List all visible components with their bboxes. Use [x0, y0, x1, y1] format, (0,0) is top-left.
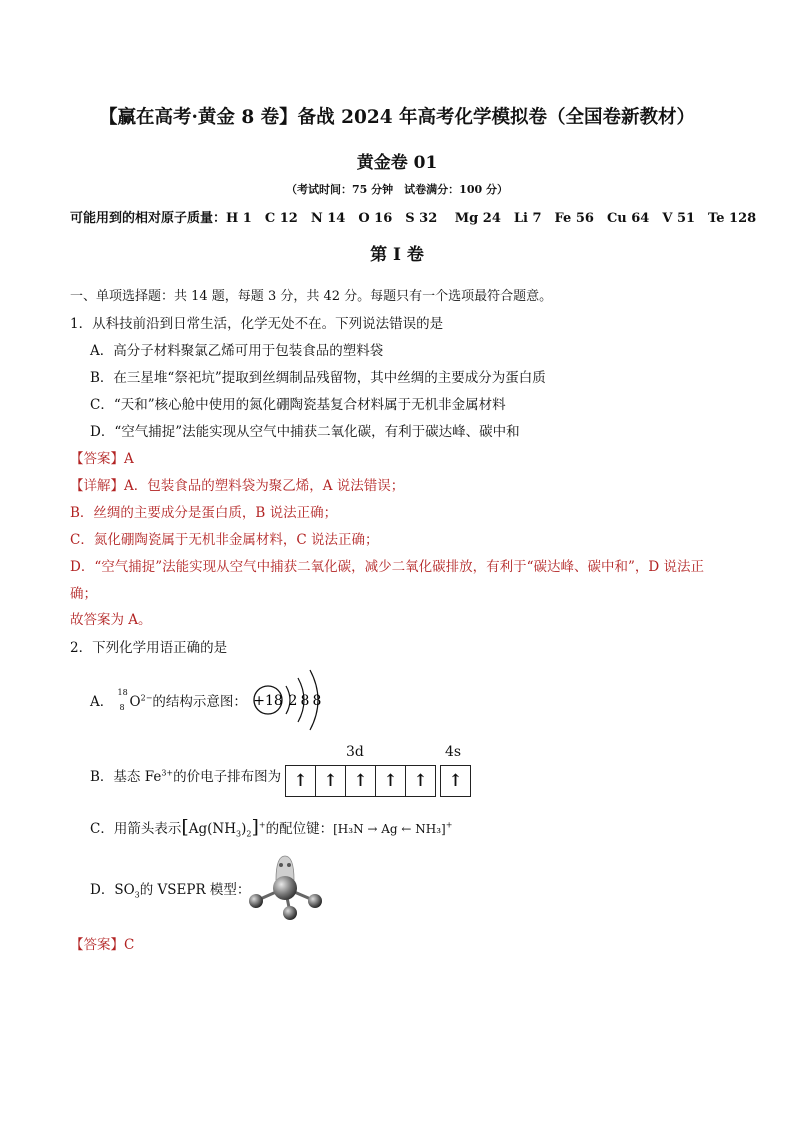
option-c-prefix: C．用箭头表示 — [90, 821, 182, 837]
option-a-suffix: 的结构示意图： — [152, 694, 247, 710]
ion-charge: 3+ — [161, 768, 174, 778]
orbital-box: ↑ — [405, 765, 436, 797]
paper-subtitle: 黄金卷 01 — [356, 153, 438, 173]
orbital-3d-boxes — [285, 765, 436, 797]
q2-option-a — [90, 687, 247, 712]
subscript: 2 — [246, 829, 252, 839]
atomic-number: 8 — [119, 702, 125, 712]
orbital-box: ↑ — [285, 765, 315, 797]
option-a-prefix: A． — [90, 694, 114, 710]
option-c-mid: 的配位键： — [265, 821, 334, 837]
vsepr-model-image — [240, 850, 330, 922]
coordinate-bond-formula: [H₃N → Ag ← NH₃] — [333, 822, 446, 836]
ion-charge: 2− — [140, 693, 153, 703]
q1-detail-line: 故答案为 A。 — [70, 612, 152, 628]
q2-answer: 【答案】C — [70, 937, 135, 953]
nucleus-charge: +18 — [253, 693, 283, 709]
ligand-atom — [249, 894, 263, 908]
exam-info: （考试时间：75 分钟 试卷满分：100 分） — [286, 183, 508, 196]
central-atom — [273, 876, 297, 900]
orbital-label-3d: 3d — [346, 744, 364, 760]
nuclide-label — [117, 687, 130, 712]
orbital-box: ↑ — [345, 765, 375, 797]
q1-detail-line: D．“空气捕捉”法能实现从空气中捕获二氧化碳，减少二氧化碳排放，有利于“碳达峰、碳中和”，D 说法正 — [70, 559, 705, 575]
option-b-suffix: 的价电子排布图为 — [173, 769, 282, 785]
q1-detail-line: 【详解】A．包装食品的塑料袋为聚乙烯，A 说法错误； — [70, 478, 405, 494]
subscript: 3 — [236, 829, 242, 839]
orbital-label-4s: 4s — [445, 744, 462, 760]
orbital-box: ↑ — [315, 765, 345, 797]
q1-detail-line: C．氮化硼陶瓷属于无机非金属材料，C 说法正确； — [70, 532, 379, 548]
q1-option-a: A．高分子材料聚氯乙烯可用于包装食品的塑料袋 — [90, 343, 384, 359]
option-d-prefix: D． — [90, 882, 115, 898]
option-b-prefix: B．基态 Fe — [90, 769, 162, 785]
ligand-atom — [308, 894, 322, 908]
ligand-atom — [283, 906, 297, 920]
q2-option-b — [90, 765, 281, 785]
complex-charge: + — [258, 820, 266, 830]
subscript: 3 — [134, 890, 140, 900]
document-title: 【赢在高考·黄金 8 卷】备战 2024 年高考化学模拟卷（全国卷新教材） — [98, 107, 696, 128]
shell-electron-count: 2 — [288, 693, 298, 709]
q1-answer: 【答案】A — [70, 451, 134, 467]
complex-formula: Ag(NH — [188, 821, 237, 837]
orbital-4s-box: ↑ — [440, 765, 471, 797]
bracket-open: [ — [181, 816, 189, 838]
mass-number: 18 — [117, 687, 128, 697]
element-symbol: O — [129, 694, 141, 710]
q1-detail-line: B．丝绸的主要成分是蛋白质，B 说法正确； — [70, 505, 338, 521]
atomic-masses: 可能用到的相对原子质量：H 1 C 12 N 14 O 16 S 32 Mg 24 Li 7 Fe 56 Cu 64 V 51 Te 128 — [70, 211, 757, 226]
q2-stem: 2．下列化学用语正确的是 — [70, 640, 228, 656]
molecule-formula: SO — [114, 882, 135, 898]
orbital-box: ↑ — [375, 765, 405, 797]
q2-option-c — [90, 816, 452, 839]
section-intro: 一、单项选择题：共 14 题，每题 3 分，共 42 分。每题只有一个选项最符合题意。 — [70, 289, 553, 304]
q1-option-d: D．“空气捕捉”法能实现从空气中捕获二氧化碳，有利于碳达峰、碳中和 — [90, 424, 520, 440]
formula-charge: + — [445, 820, 453, 830]
q1-detail-line: 确； — [70, 586, 97, 602]
lone-pair-dot — [287, 863, 291, 867]
q1-option-c: C．“天和”核心舱中使用的氮化硼陶瓷基复合材料属于无机非金属材料 — [90, 397, 506, 413]
paren-close: ) — [241, 821, 247, 837]
q2-option-d — [90, 878, 250, 900]
q1-stem: 1．从科技前沿到日常生活，化学无处不在。下列说法错误的是 — [70, 316, 444, 332]
atomic-structure-diagram — [248, 664, 338, 734]
lone-pair-dot — [279, 863, 283, 867]
q1-option-b: B．在三星堆“祭祀坑”提取到丝绸制品残留物，其中丝绸的主要成分为蛋白质 — [90, 370, 546, 386]
bracket-close: ] — [251, 816, 259, 838]
shell-electron-count: 8 — [312, 693, 322, 709]
part-title: 第 I 卷 — [370, 245, 424, 265]
option-d-suffix: 的 VSEPR 模型： — [139, 882, 251, 898]
shell-electron-count: 8 — [300, 693, 310, 709]
